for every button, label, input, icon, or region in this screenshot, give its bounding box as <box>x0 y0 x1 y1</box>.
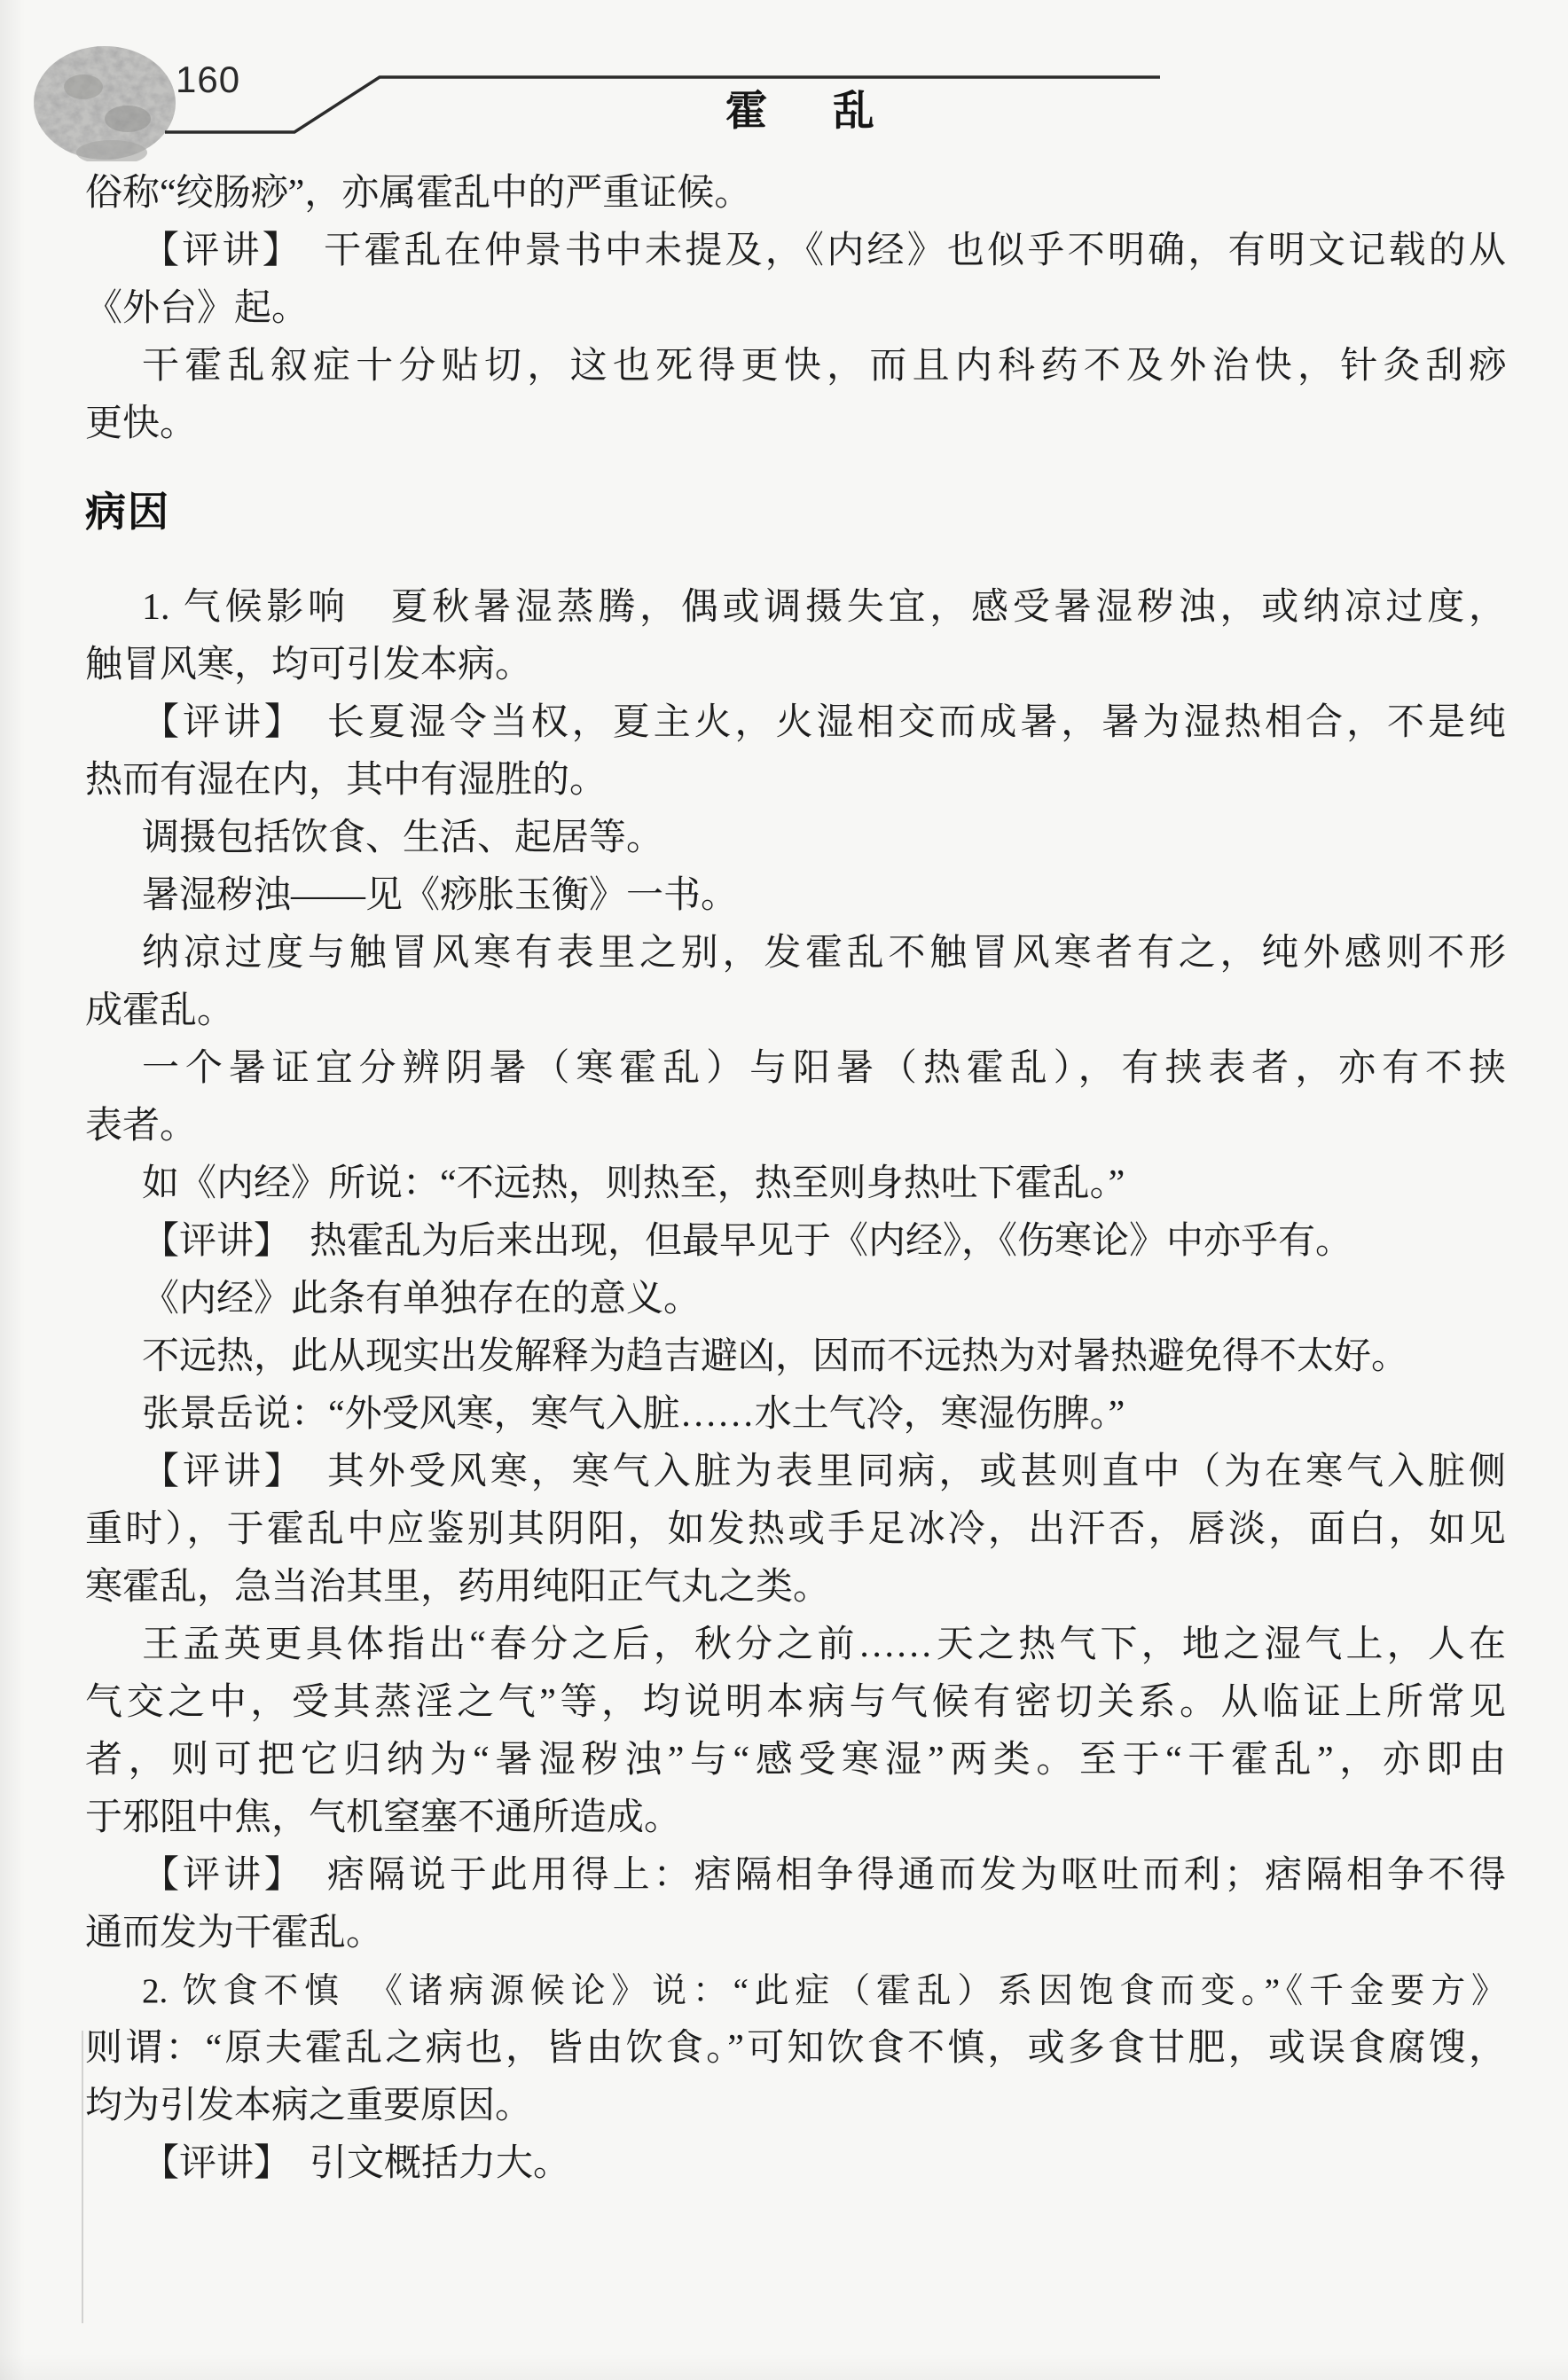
text-line: 热而有湿在内，其中有湿胜的。 <box>85 760 608 801</box>
text-line: 寒霍乱，急当治其里，药用纯阳正气丸之类。 <box>85 1567 831 1608</box>
text-line: 【评讲】 引文概括力大。 <box>142 2143 571 2184</box>
text-line: 者，则可把它归纳为“暑湿秽浊”与“感受寒湿”两类。至于“干霍乱”，亦即由 <box>85 1740 1506 1781</box>
text-line: 重时），于霍乱中应鉴别其阴阳，如发热或手足冰冷，出汗否，唇淡，面白，如见 <box>85 1509 1506 1550</box>
text-line: 1. 气候影响 夏秋暑湿蒸腾，偶或调摄失宜，感受暑湿秽浊，或纳凉过度， <box>142 587 1506 628</box>
text-line: 《外台》起。 <box>85 288 310 329</box>
section-heading: 病因 <box>85 489 170 535</box>
header-rule <box>0 0 1242 151</box>
text-line: 《内经》此条有单独存在的意义。 <box>142 1279 702 1319</box>
text-line: 调摄包括饮食、生活、起居等。 <box>142 818 664 858</box>
text-line: 【评讲】 长夏湿令当权，夏主火，火湿相交而成暑，暑为湿热相合，不是纯 <box>142 702 1506 743</box>
text-line: 暑湿秽浊——见《痧胀玉衡》一书。 <box>142 875 739 916</box>
text-line: 成霍乱。 <box>85 990 235 1031</box>
text-line: 于邪阻中焦，气机窒塞不通所造成。 <box>85 1797 682 1838</box>
text-line: 均为引发本病之重要原因。 <box>85 2086 533 2126</box>
text-line: 纳凉过度与触冒风寒有表里之别，发霍乱不触冒风寒者有之，纯外感则不形 <box>142 933 1506 974</box>
text-line: 王孟英更具体指出“春分之后，秋分之前……天之热气下，地之湿气上，人在 <box>142 1625 1506 1665</box>
text-line: 则谓：“原夫霍乱之病也，皆由饮食。”可知饮食不慎，或多食甘肥，或误食腐馊， <box>85 2028 1506 2069</box>
text-line: 干霍乱叙症十分贴切，这也死得更快，而且内科药不及外治快，针灸刮痧 <box>142 346 1506 387</box>
text-line: 张景岳说：“外受风寒，寒气入脏……水土气冷，寒湿伤脾。” <box>142 1394 1125 1435</box>
text-line: 如《内经》所说：“不远热，则热至，热至则身热吐下霍乱。” <box>142 1163 1125 1204</box>
page-header <box>0 0 1568 177</box>
text-line: 一个暑证宜分辨阴暑（寒霍乱）与阳暑（热霍乱），有挟表者，亦有不挟 <box>142 1048 1506 1089</box>
text-line: 更快。 <box>85 403 198 444</box>
text-line: 通而发为干霍乱。 <box>85 1913 384 1953</box>
text-line: 2. 饮食不慎 《诸病源候论》说：“此症（霍乱）系因饱食而变。”《千金要方》 <box>142 1972 1506 2010</box>
text-line: 【评讲】 干霍乱在仲景书中未提及，《内经》也似乎不明确，有明文记载的从 <box>142 231 1506 271</box>
text-line: 俗称“绞肠痧”，亦属霍乱中的严重证候。 <box>85 173 752 214</box>
text-line: 气交之中，受其蒸淫之气”等，均说明本病与气候有密切关系。从临证上所常见 <box>85 1682 1506 1723</box>
chapter-title-char: 乱 <box>833 89 874 135</box>
text-line: 不远热，此从现实出发解释为趋吉避凶，因而不远热为对暑热避免得不太好。 <box>142 1336 1409 1377</box>
text-line: 【评讲】 热霍乱为后来出现，但最早见于《内经》，《伤寒论》中亦乎有。 <box>142 1221 1353 1262</box>
chapter-title <box>725 78 874 137</box>
page-gutter-shadow <box>82 2031 83 2323</box>
body-text <box>85 165 1506 2193</box>
page-number: 160 <box>176 59 241 100</box>
text-line: 表者。 <box>85 1106 198 1147</box>
chapter-title-char: 霍 <box>725 89 767 135</box>
text-line: 【评讲】 其外受风寒，寒气入脏为表里同病，或甚则直中（为在寒气入脏侧 <box>142 1452 1506 1492</box>
text-line: 【评讲】 痞隔说于此用得上：痞隔相争得通而发为呕吐而利；痞隔相争不得 <box>142 1855 1506 1896</box>
text-line: 触冒风寒，均可引发本病。 <box>85 645 533 685</box>
